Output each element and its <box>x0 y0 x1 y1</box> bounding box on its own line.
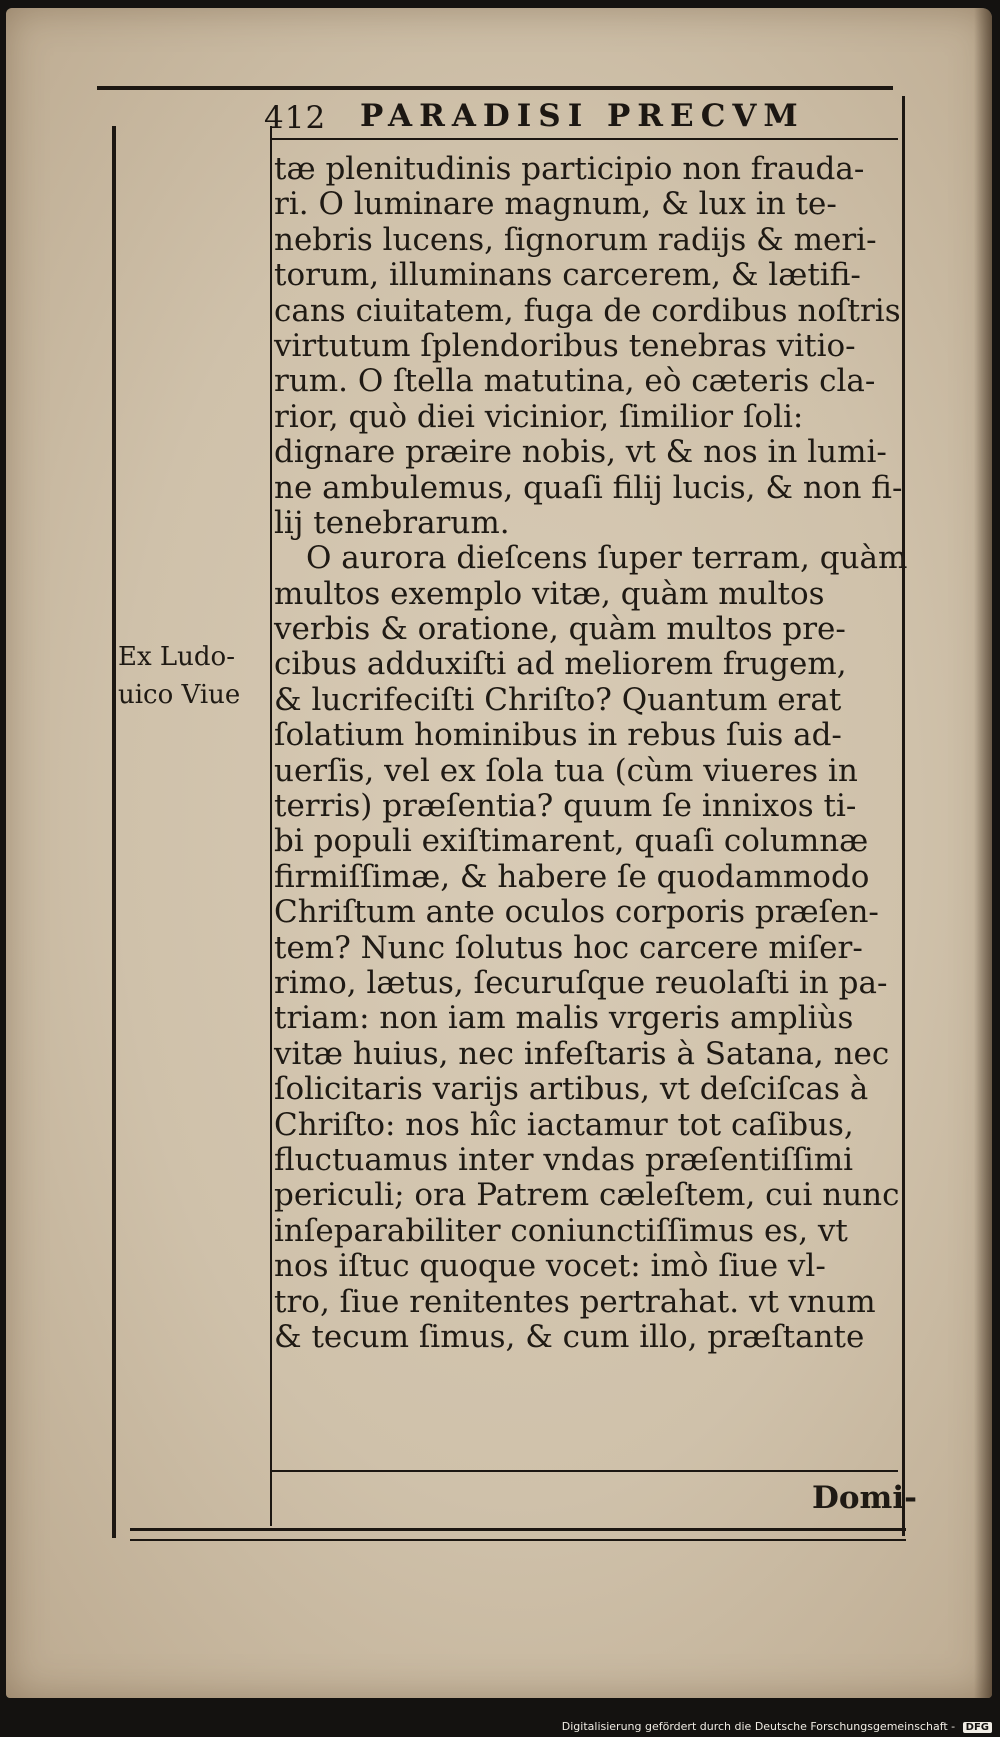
text-line: torum, illuminans carcerem, & lætifi- <box>274 257 861 294</box>
text-line: tæ plenitudinis participio non frauda- <box>274 151 865 187</box>
text-line: nos iſtuc quoque vocet: imò ſiue vl- <box>274 1248 826 1285</box>
text-line: multos exemplo vitæ, quàm multos <box>274 575 825 612</box>
frame-rule-left <box>112 126 116 1538</box>
text-line: tem? Nunc ſolutus hoc carcere miſer- <box>274 929 863 966</box>
text-line: ſolicitaris varijs artibus, vt deſciſcas à <box>274 1071 869 1108</box>
page-number: 412 <box>264 100 327 136</box>
text-line: rum. O ſtella matutina, eò cæteris cla- <box>274 363 876 400</box>
text-line: verbis & oratione, quàm multos pre- <box>274 611 846 648</box>
text-line: tro, ſiue renitentes pertrahat. vt vnum <box>274 1283 876 1320</box>
frame-rule-bottom <box>130 1528 906 1531</box>
margin-note <box>118 638 268 714</box>
margin-note-line: uico Viue <box>118 680 241 710</box>
frame-rule-right <box>902 96 905 1536</box>
frame-rule-bottom-thin <box>130 1539 906 1541</box>
credit-text: Digitalisierung gefördert durch die Deutsche Forschungsgemeinschaft - <box>561 1720 956 1733</box>
dfg-logo: DFG <box>963 1722 992 1733</box>
margin-note-line: Ex Ludo- <box>118 642 235 672</box>
body-text <box>274 151 908 1355</box>
text-line: periculi; ora Patrem cæleſtem, cui nunc <box>274 1177 900 1214</box>
text-line: triam: non iam malis vrgeris ampliùs <box>274 1000 854 1037</box>
text-line: vitæ huius, nec infeſtaris à Satana, nec <box>274 1035 890 1072</box>
text-line: rimo, lætus, ſecuruſque reuolaſti in pa- <box>274 964 888 1001</box>
text-line: bi populi exiſtimarent, quaſi columnæ <box>274 823 869 860</box>
text-line: Chriſto: nos hîc iactamur tot caſibus, <box>274 1106 854 1143</box>
digitization-credit <box>562 1720 992 1733</box>
text-line: ri. O luminare magnum, & lux in te- <box>274 186 837 223</box>
column-rule <box>270 126 272 1526</box>
text-line: rior, quò diei vicinior, ſimilior ſoli: <box>274 398 804 435</box>
text-line: fluctuamus inter vndas præſentiſſimi <box>274 1141 854 1178</box>
spine-shadow <box>974 8 992 1698</box>
text-line: & lucrifeciſti Chriſto? Quantum erat <box>274 681 842 718</box>
text-line: ſolatium hominibus in rebus ſuis ad- <box>274 717 842 754</box>
text-line: nebris lucens, ſignorum radijs & meri- <box>274 221 877 258</box>
text-line: cibus adduxiſti ad meliorem frugem, <box>274 646 847 683</box>
text-line: uerſis, vel ex ſola tua (cùm viueres in <box>274 752 858 789</box>
text-line: lij tenebrarum. <box>274 504 510 541</box>
text-line: firmiſſimæ, & habere ſe quodammodo <box>274 858 870 895</box>
text-line: ne ambulemus, quaſi filij lucis, & non fi- <box>274 469 903 506</box>
catchword: Domi- <box>812 1480 918 1516</box>
frame-rule-top <box>97 86 893 90</box>
text-line: cans ciuitatem, fuga de cordibus noſtris <box>274 292 901 329</box>
text-line: terris) præſentia? quum ſe innixos ti- <box>274 788 857 825</box>
text-line: virtutum ſplendoribus tenebras vitio- <box>274 327 856 364</box>
running-title: PARADISI PRECVM <box>360 98 805 134</box>
page-header <box>262 96 902 140</box>
text-line: dignare præire nobis, vt & nos in lumi- <box>274 434 887 471</box>
text-bottom-rule <box>270 1470 898 1472</box>
text-line: Chriſtum ante oculos corporis præſen- <box>274 894 879 931</box>
text-line: & tecum ſimus, & cum illo, præſtante <box>274 1318 865 1355</box>
text-line: inſeparabiliter coniunctiſſimus es, vt <box>274 1212 848 1249</box>
paragraph-start-line: O aurora dieſcens ſuper terram, quàm <box>306 540 908 577</box>
